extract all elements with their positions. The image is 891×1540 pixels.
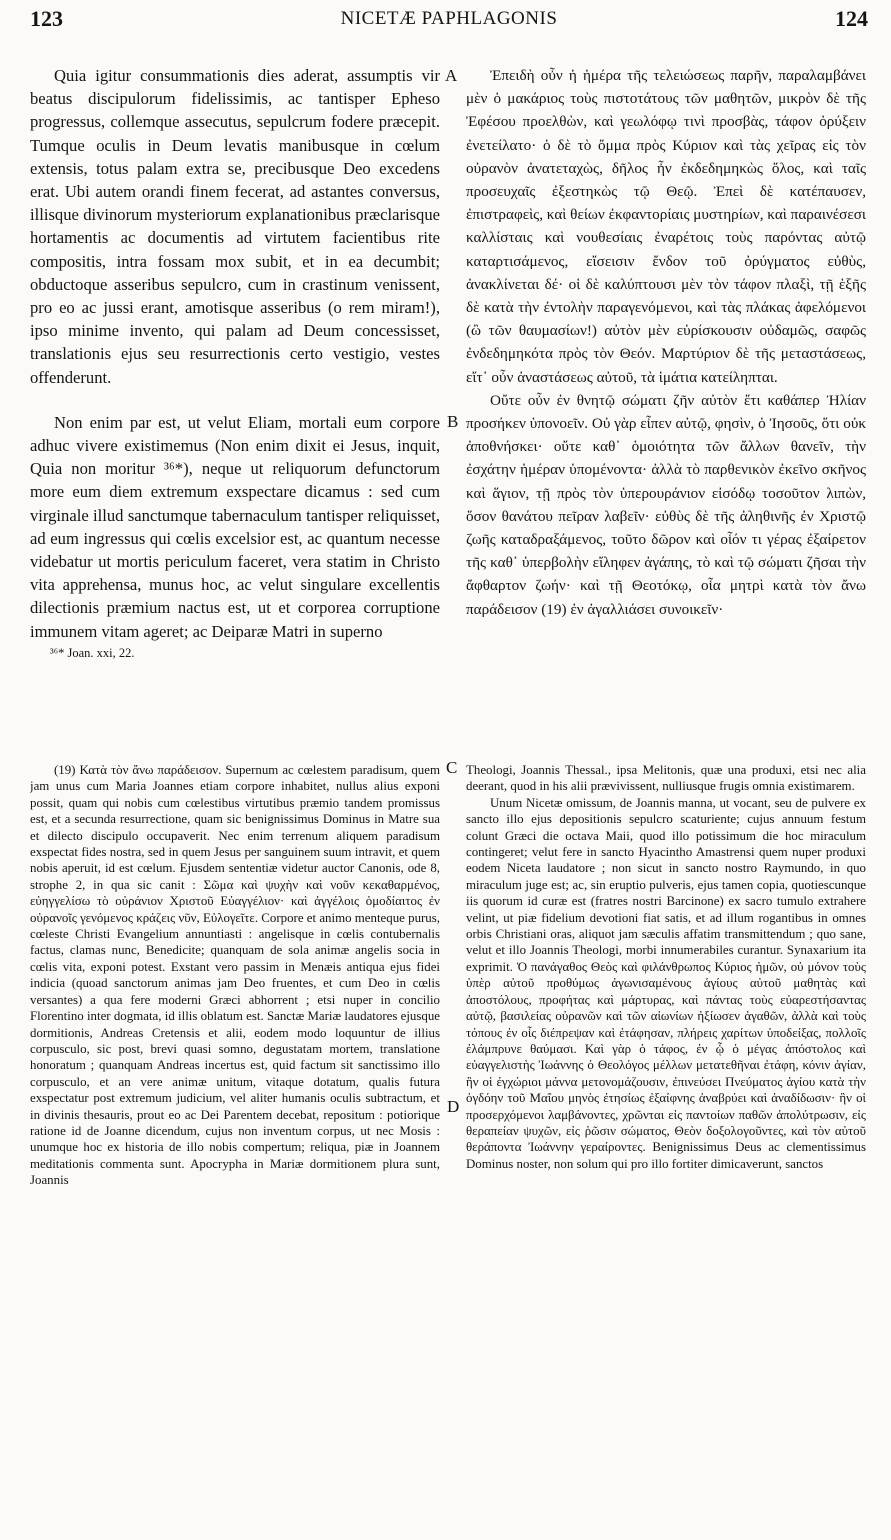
latin-paragraph-1: Quia igitur consummationis dies aderat, assumptis vir beatus discipulorum fidelissimis, ac tantisper Epheso progressus, collemque assecutus, sepulcrum fodere præcepit. Tumque oculis in Deum levatis manibusque in cœlum extensis, totus palam extra se, precibusque Deo excedens erat. Ubi autem orandi finem fecerat, ad astantes conversus, illisque divinorum mysteriorum explanationibus præclarisque hortamentis ac documentis ad virtutem facientibus rite compositis, intra fossam mox subit, et in ea decumbit; obductoque asseribus sepulcro, cum in crastinum venissent, pro eo ac jussi erant, amotisque asseribus (o rem miram!), ipso minime invento, qui palam ad Deum concessisset, translationis ejus seu resurrectionis certo vestigio, vestes offenderunt. (30, 66, 440, 387)
greek-paragraph-2: Οὔτε οὖν ἐν θνητῷ σώματι ζῆν αὐτὸν ἔτι καθάπερ Ἠλίαν προσήκεν ὑπονοεῖν. Οὐ γὰρ εἶπεν αὐτῷ, φησὶν, ὁ Ἰησοῦς, ὅτι οὐκ ἀποθνήσκει· οὔτε καθ᾽ ὁμοιότητα τῶν ἄλλων θανεῖν, τὴν ἐσχάτην ἡμέραν ὑπομένοντα· ἀλλὰ τὸ παρθενικὸν ἐκεῖνο σκῆνος καὶ ἅγιον, τῇ πρὸς τὸν ὑπερουράνιον εἰσόδῳ τοσοῦτον λιπὼν, ὅσον θανάτου πεῖραν λαβεῖν· εὐθὺς δὲ τῆς ἀληθινῆς ἐν Χριστῷ ζωῆς καταδραξάμενος, τοῦτο δῶρον καὶ οἷόν τι γέρας ἐξαίρετον τῆς καθ᾽ ὑπερβολὴν εἴληφεν ἀγάπης, τὸ καὶ τῷ σώματι ζῆσαι τὴν ἄφθαρτον ζωήν· καὶ τῇ Θεοτόκῳ, οἷα μητρὶ κατὰ τὸν ἄνω παράδεισον (19) ἐν ἀγαλλιάσει συνοικεῖν· (466, 391, 866, 618)
margin-letter-a: A (445, 66, 458, 85)
greek-main-text (466, 64, 866, 754)
latin-paragraph-2: Non enim par est, ut velut Eliam, mortali eum corpore adhuc vivere existimemus (Non enim dixit ei Jesus, inquit, Quia non moritur ³⁶*), neque ut reliquorum defunctorum more eum diem extremum exspectare dicamus : sed cum virginale illud sanctumque tabernaculum tantisper reliquisset, ad eum ingressus qui cœlis excelsior est, ac quantum necesse videbatur ut mortis periculum faceret, vera statim in Christo vita apprehensa, munus hoc, ac velut singulare excellentis dilectionis præmium nactus est, ut et corporea corruptione immunem vitam ageret; ac Deiparæ Matri in superno (30, 412, 440, 641)
margin-letter-b: B (447, 412, 459, 431)
commentary-left (30, 762, 440, 1532)
commentary-right (466, 762, 866, 1532)
page-number-left: 123 (30, 6, 63, 31)
note-19: (19) Κατὰ τὸν ἄνω παράδεισον. Supernum ac cœlestem paradisum, quem jam unus cum Maria Joannes etiam corpore inhabitet, nullus alius exponi possit, quam qui nobis cum cœlestibus virtutibus præmio tandem promissus est, et a secunda resurrectione, quam sic benignissimus Dominus in Matre sua et dilecto discipulo occupaverit. Nec enim terrenum aliquem paradisum exspectat fides nostra, sed in quem Jesus per sanguinem suum intravit, et quem nobis aperuit, id est cœlum. Ejusdem sententiæ videtur auctor Canonis, ode 8, strophe 2, in qua sic canit : Σῶμα καὶ ψυχὴν καὶ νοῦν κεκαθαρμένος, εὐηγγελίσω τὸ οὐράνιον Χριστοῦ Εὐαγγέλιον· καὶ ἀγγέλοις ὁμοδίαιτος ἐν οὐρανοῖς γενόμενος κράζεις νῦν, Εὐλογεῖτε. Corpore et animo menteque purus, cœleste Christi Evangelium annuntiasti : angelisque in cœlis contubernalis factus, clamas nunc, Benedicite; quanquam de sola animæ angelis socia in cœlis vita, exponi potest. Exstant vero passim in Menæis antiqua ejus fidei indicia (quoad sanctorum animas jam Deo fruentes, et cum Deo in cœlis versantes) a qua fere moderni Græci abhorrent ; etsi nuper in concilio Florentino inter dogmata, id illis oblatum est. Sanctæ Mariæ laudatores ejusque dormitionis, Andreas Cretensis et alii, eodem modo loquuntur de illius corpusculo, sic post, brevi quasi somno, degustatam mortem, translatione honoratum ; quanquam Andreas incertus est, quid factum sit sanctissimo illo corpusculo, et an vere animæ unitum, vitaque dotatum, qualis futura exspectatur post extremum judicium, vel aliter humanis oculis subtractum, et in divinis thesauris, prout eo ac Dei Parentem decebat, repositum : potiorique ratione id de Joanne dicendum, cujus non inventum corpus, ut nec Mosis : unumque hoc ex historia de illo nobis compertum; reliqua, piæ in Joannem meditationis commenta sunt. Apocrypha in Mariæ dormitionem plura sunt, Joannis (30, 763, 440, 1188)
running-title: NICETÆ PAPHLAGONIS (340, 8, 558, 29)
page-number-right: 124 (835, 6, 868, 31)
greek-paragraph-1: Ἐπειδὴ οὖν ἡ ἡμέρα τῆς τελειώσεως παρῆν, παραλαμβάνει μὲν ὁ μακάριος τοὺς πιστοτάτους τῶν μαθητῶν, μικρὸν δὲ τῆς Ἐφέσου προελθὼν, καὶ γεωλόφῳ τινὶ προσβὰς, τάφον ὀρύξειν ἐνετείλατο· ὁ δὲ τὸ ὄμμα πρὸς Κύριον καὶ τὰς χεῖρας εἰς τὸν οὐρανὸν ἀνατεταχὼς, δῆλος ἦν ἐκδεδημηκὼς ὅλος, καὶ ταῖς προσευχαῖς ἐξεστηκὼς τῷ Θεῷ. Ἐπεὶ δὲ κατέπαυσεν, ἐπιστραφεὶς, καὶ θείων ἐκφαντορίαις μυστηρίων, καὶ παραινέσεσι καλλίσταις καὶ νουθεσίαις ἐναρέτοις τοὺς παρόντας αὐτῷ καταρτισάμενος, εἴσεισιν ἔνδον τοῦ ὀρύγματος εὐθὺς, ἀνακλίνεται δέ· οἱ δὲ καλύπτουσι μὲν τὸν τάφον πλαξὶ, τῇ ἑξῆς δὲ κατὰ τὴν ἐντολὴν παραγενόμενοι, καὶ τὰς πλάκας ἀφελόμενοι (ὢ τῶν θαυμασίων!) αὐτὸν μὲν εὑρίσκουσιν οὐδαμῶς, σαφῶς ἐνδεδημηκότα πρὸς τὸν Θεόν. Μαρτύριον δὲ τῆς μεταστάσεως, εἴτ᾽ οὖν ἀναστάσεως αὐτοῦ, τὰ ἱμάτια κατείληπται. (466, 67, 866, 386)
latin-main-text (30, 64, 440, 754)
note-manna: Unum Nicetæ omissum, de Joannis manna, ut vocant, seu de pulvere ex sancto illo ejus depositionis sepulcro scaturiente; cujus annuum festum colunt Græci die octava Maii, quod illo potissimum die hoc miraculum contingeret; velut fere in sancto Hyacintho Amastrensi quem nuper produxi eodem Niceta laudatore ; non sicut in sancto nostro Raymundo, in quo miraculum juge est; ac, sin eruptio pulveris, ejus tamen copia, quotiescunque iis quorum id curæ est (fratres nostri Barcinone) ex sacro tumulo extrahere velint, ut piæ fidelium devotioni fiat satis, et ad illum rogantibus in omnes orbis Christiani oras, aliquot jam sæculis affatim transmittendum ; quo sane, velut et illo Joannis Theologi, morbi innumerabiles curantur. Synaxarium ita exprimit. Ὁ πανάγαθος Θεὸς καὶ φιλάνθρωπος Κύριος ἡμῶν, οὐ μόνον τοὺς ὑπὲρ αὐτοῦ προθύμως ἀγωνισαμένους ἁγίους αὐτοῦ μαθητὰς καὶ ἀποστόλους, προφήτας καὶ μάρτυρας, καὶ πάντας τοὺς εὐαρεστήσαντας αὐτῷ, βασιλείας οὐρανῶν καὶ τῶν αἰωνίων ἠξίωσεν ἀγαθῶν, ἀλλὰ καὶ τοὺς τόπους ἐν οἷς διέπρεψαν καὶ ἐτάφησαν, πλήρεις χαρίτων ὑποδείξας, πολλοῖς ἐλάμπρυνε θαύμασι. Καὶ γὰρ ὁ τάφος, ἐν ᾧ ὁ μέγας ἀπόστολος καὶ εὐαγγελιστὴς Ἰωάννης ὁ Θεολόγος μέλλων μετατεθῆναι ἐτάφη, κόνιν ἁγίαν, ἣν οἱ ἐγχώριοι μάννα μετονομάζουσιν, ἐπινεύσει Πνεύματος ἁγίου κατὰ τὴν ὀγδόην τοῦ Μαΐου μηνὸς ἐτησίως ἐξαίφνης ἀναβρύει καὶ ἀναδίδωσιν· ἣν οἱ προσερχόμενοι λαμβάνοντες, χρῶνται εἰς παντοίων παθῶν ἀπολύτρωσιν, εἰς θεραπείαν ψυχῶν, εἰς ῥῶσιν σώματος, Θεὸν δοξολογοῦντες, καὶ τὸν αὐτοῦ θεράποντα Ἰωάννην γεραίροντες. Benignissimus Deus ac clementissimus Dominus noster, non solum qui pro illo fortiter dimicaverunt, sanctos (466, 795, 866, 1171)
running-header (30, 6, 868, 40)
latin-footnote: ³⁶* Joan. xxi, 22. (50, 645, 135, 660)
margin-letter-d: D (447, 1097, 460, 1116)
note-continuation: Theologi, Joannis Thessal., ipsa Melitonis, quæ una produxi, etsi nec alia deerant, quod in his alii prævivissent, nulliusque frugis omnia existimarem. (466, 763, 866, 794)
margin-letter-c: C (446, 758, 458, 777)
